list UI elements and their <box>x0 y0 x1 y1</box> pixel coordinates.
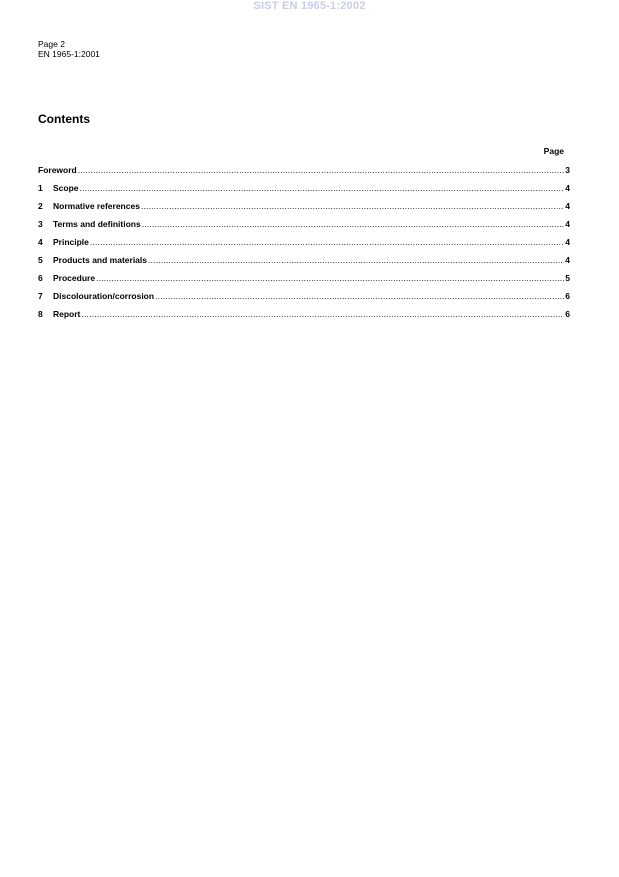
toc-entry-principle[interactable] <box>38 237 570 255</box>
toc-dot-leader <box>141 201 564 211</box>
toc-entry-foreword[interactable] <box>38 165 570 183</box>
toc-entry-normative-references[interactable] <box>38 201 570 219</box>
toc-entry-page: 6 <box>565 309 570 319</box>
toc-entry-report[interactable] <box>38 309 570 327</box>
table-of-contents <box>38 146 570 327</box>
toc-entry-number: 8 <box>38 309 43 319</box>
toc-entry-page: 6 <box>565 291 570 301</box>
page-header <box>38 39 100 59</box>
toc-dot-leader <box>96 273 564 283</box>
toc-entry-title: Principle <box>53 237 89 247</box>
toc-dot-leader <box>81 309 564 319</box>
toc-entry-number: 3 <box>38 219 43 229</box>
toc-entry-title: Scope <box>53 183 79 193</box>
watermark: SIST EN 1965-1:2002 <box>253 0 366 12</box>
toc-entry-number: 7 <box>38 291 43 301</box>
toc-dot-leader <box>80 183 565 193</box>
toc-entry-page: 4 <box>565 219 570 229</box>
toc-entry-number: 2 <box>38 201 43 211</box>
toc-entry-procedure[interactable] <box>38 273 570 291</box>
toc-entry-number: 6 <box>38 273 43 283</box>
toc-dot-leader <box>155 291 564 301</box>
toc-dot-leader <box>90 237 564 247</box>
toc-entry-discolouration-corrosion[interactable] <box>38 291 570 309</box>
toc-entry-title: Normative references <box>53 201 140 211</box>
contents-heading: Contents <box>38 112 90 126</box>
toc-entry-title: Foreword <box>38 165 77 175</box>
toc-dot-leader <box>142 219 565 229</box>
toc-entry-title: Discolouration/corrosion <box>53 291 155 301</box>
page-number: Page 2 <box>38 39 65 49</box>
toc-dot-leader <box>148 255 564 265</box>
toc-entry-terms-and-definitions[interactable] <box>38 219 570 237</box>
toc-entry-page: 4 <box>565 183 570 193</box>
toc-entry-number: 5 <box>38 255 43 265</box>
toc-entry-page: 3 <box>565 165 570 175</box>
standard-id: EN 1965-1:2001 <box>38 49 100 59</box>
toc-entry-page: 4 <box>565 237 570 247</box>
toc-entry-title: Report <box>53 309 81 319</box>
toc-entry-products-and-materials[interactable] <box>38 255 570 273</box>
toc-entry-number: 1 <box>38 183 43 193</box>
toc-entry-number: 4 <box>38 237 43 247</box>
toc-page-column-label: Page <box>543 146 564 156</box>
toc-dot-leader <box>78 165 565 175</box>
toc-entry-page: 4 <box>565 201 570 211</box>
toc-entry-title: Terms and definitions <box>53 219 141 229</box>
toc-entry-page: 5 <box>565 273 570 283</box>
toc-entry-title: Products and materials <box>53 255 148 265</box>
toc-entry-title: Procedure <box>53 273 96 283</box>
toc-entry-scope[interactable] <box>38 183 570 201</box>
toc-entry-page: 4 <box>565 255 570 265</box>
